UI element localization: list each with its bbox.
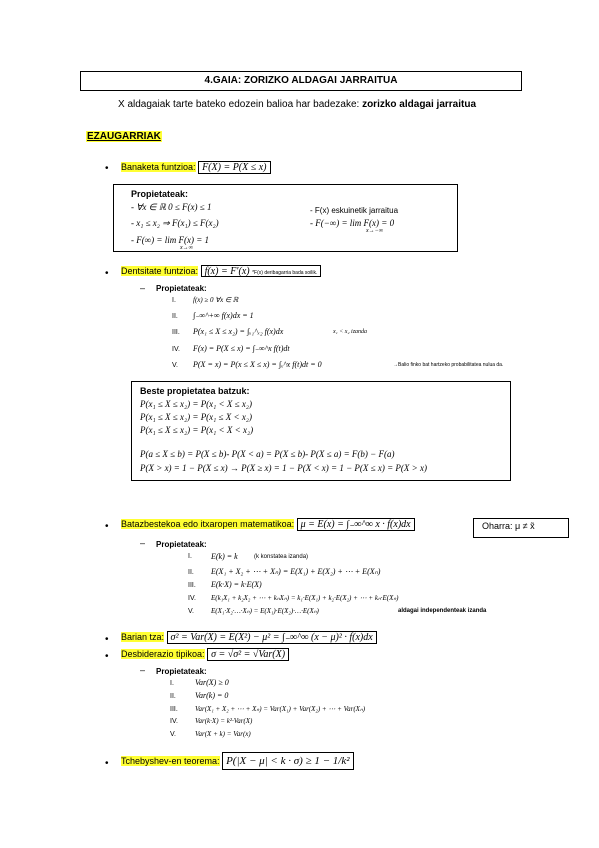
beste-prop-1: P(x₁ ≤ X ≤ x₂) = P(x₁ < X ≤ x₂) — [140, 399, 252, 409]
bullet-icon: • — [105, 163, 109, 174]
section-heading: EZAUGARRIAK — [87, 131, 161, 142]
desbideratzio-props-title: Propietateak: — [156, 667, 207, 676]
desbideratzio-line — [121, 649, 289, 660]
bullet-icon: • — [105, 268, 109, 279]
batazbestekoa-props-title: Propietateak: — [156, 540, 207, 549]
dash-icon: – — [140, 665, 146, 675]
banaketa-prop-1: - ∀x ∈ ℝ 0 ≤ F(x) ≤ 1 — [131, 202, 212, 212]
oharra-text: Oharra: μ ≠ x̃ — [482, 521, 535, 531]
batazbestekoa-prop-4: E(k₁X₁ + k₂X₂ + ⋯ + kₙXₙ) = k₁·E(X₁) + k₂·E(X₂) + ⋯ + kₙ·E(Xₙ) — [211, 594, 399, 602]
tchebyshev-line — [121, 755, 354, 767]
tchebyshev-label: Tchebyshev-en teorema: — [121, 756, 220, 766]
barian-formula: σ² = Var(X) = E(X²) − μ² = ∫₋∞^∞ (x − μ)² · f(x)dx — [167, 631, 377, 644]
dentsitate-prop-3: P(x₁ ≤ X ≤ x₂) = ∫ₓ₁^ₓ₂ f(x)dx — [193, 327, 284, 336]
barian-line — [121, 632, 377, 643]
banaketa-props-title: Propietateak: — [131, 189, 189, 199]
barian-label: Barian tza: — [121, 632, 165, 642]
banaketa-prop-4: - F(x) eskuinetik jarraitua — [310, 206, 399, 215]
batazbestekoa-label: Batazbestekoa edo itxaropen matematikoa: — [121, 519, 295, 529]
desbideratzio-prop-3: Var(X₁ + X₂ + ⋯ + Xₙ) = Var(X₁) + Var(X₂) + ⋯ + Var(Xₙ) — [195, 705, 366, 713]
roman-numeral: III. — [172, 329, 180, 336]
beste-prop-2: P(x₁ ≤ X ≤ x₂) = P(x₁ ≤ X < x₂) — [140, 412, 252, 422]
banaketa-line — [121, 162, 271, 173]
batazbestekoa-prop-1-note: (k konstatea izanda) — [254, 554, 309, 560]
roman-numeral: II. — [172, 313, 178, 320]
roman-numeral: II. — [170, 693, 176, 700]
desbideratzio-formula: σ = √σ² = √Var(X) — [207, 648, 289, 661]
roman-numeral: IV. — [188, 595, 196, 602]
dentsitate-formula-box — [201, 265, 322, 277]
dentsitate-prop-5: P(X = x) = P(x ≤ X ≤ x) = ∫ₓ^x f(t)dt = 0 — [193, 360, 322, 369]
banaketa-prop-5: - F(−∞) = lim F(x) = 0 — [310, 218, 395, 228]
desbideratzio-prop-5: Var(X + k) = Var(x) — [195, 730, 251, 738]
banaketa-prop-3-sub: x→∞ — [180, 245, 193, 251]
beste-prop-5: P(X > x) = 1 − P(X ≤ x) → P(X ≥ x) = 1 − P(X < x) = 1 − P(X ≤ x) = P(X > x) — [140, 463, 427, 473]
roman-numeral: III. — [188, 582, 196, 589]
batazbestekoa-line — [121, 519, 415, 530]
batazbestekoa-prop-2: E(X₁ + X₂ + ⋯ + Xₙ) = E(X₁) + E(X₂) + ⋯ + E(Xₙ) — [211, 567, 381, 576]
bullet-icon: • — [105, 758, 109, 769]
roman-numeral: V. — [188, 608, 194, 615]
roman-numeral: II. — [188, 569, 194, 576]
page-title: 4.GAIA: ZORIZKO ALDAGAI JARRAITUA — [80, 71, 522, 91]
batazbestekoa-prop-1: E(k) = k — [211, 552, 238, 561]
dentsitate-props-title: Propietateak: — [156, 284, 207, 293]
desbideratzio-prop-2: Var(k) = 0 — [195, 691, 229, 700]
roman-numeral: IV. — [172, 346, 180, 353]
intro-term: zorizko aldagai jarraitua — [362, 99, 477, 110]
roman-numeral: I. — [172, 297, 176, 304]
batazbestekoa-formula: μ = E(x) = ∫₋∞^∞ x · f(x)dx — [297, 518, 415, 531]
roman-numeral: I. — [188, 553, 192, 560]
batazbestekoa-prop-5: E(X₁·X₂·…·Xₙ) = E(X₁)·E(X₂)·…·E(Xₙ) — [211, 607, 319, 615]
tchebyshev-formula: P(|X − μ| < k · σ) ≥ 1 − 1/k² — [222, 752, 353, 770]
bullet-icon: • — [105, 521, 109, 532]
roman-numeral: III. — [170, 706, 178, 713]
batazbestekoa-prop-3: E(k·X) = k·E(X) — [211, 580, 262, 589]
intro-text: X aldagaiak tarte bateko edozein balioa har badezake: — [118, 99, 360, 110]
dentsitate-prop-4: F(x) = P(X ≤ x) = ∫₋∞^x f(t)dt — [193, 344, 290, 353]
beste-props-title: Beste propietatea batzuk: — [140, 386, 250, 396]
beste-prop-3: P(x₁ ≤ X ≤ x₂) = P(x₁ < X < x₂) — [140, 425, 254, 435]
dash-icon: – — [140, 538, 146, 548]
dentsitate-note: *F(x) deribagarria bada soilik. — [252, 270, 318, 276]
roman-numeral: V. — [170, 731, 176, 738]
dentsitate-prop-5-note: →Balio finko bat hartzeko probabilitatea nulua da. — [393, 362, 504, 368]
dentsitate-formula: f(x) = F′(x) — [204, 266, 250, 277]
banaketa-formula: F(X) = P(X ≤ x) — [198, 161, 270, 174]
desbideratzio-label: Desbiderazio tipikoa: — [121, 649, 205, 659]
dash-icon: – — [140, 283, 146, 293]
roman-numeral: IV. — [170, 718, 178, 725]
dentsitate-line — [121, 266, 321, 277]
beste-prop-4: P(a ≤ X ≤ b) = P(X ≤ b)- P(X < a) = P(X ≤ b)- P(X ≤ a) = F(b) − F(a) — [140, 449, 395, 459]
bullet-icon: • — [105, 651, 109, 662]
batazbestekoa-prop-5-note: aldagai independenteak izanda — [398, 608, 487, 614]
bullet-icon: • — [105, 634, 109, 645]
banaketa-prop-3: - F(∞) = lim F(x) = 1 — [131, 235, 210, 245]
banaketa-label: Banaketa funtzioa: — [121, 162, 196, 172]
banaketa-prop-2: - x₁ ≤ x₂ ⇒ F(x₁) ≤ F(x₂) — [131, 218, 219, 228]
desbideratzio-prop-4: Var(k·X) = k²·Var(X) — [195, 717, 253, 725]
roman-numeral: I. — [170, 680, 174, 687]
roman-numeral: V. — [172, 362, 178, 369]
desbideratzio-prop-1: Var(X) ≥ 0 — [195, 678, 229, 687]
dentsitate-prop-1: f(x) ≥ 0 ∀x ∈ ℝ — [193, 296, 239, 304]
dentsitate-prop-3-note: x₁ < x₂ izanda — [333, 329, 368, 335]
dentsitate-label: Dentsitate funtzioa: — [121, 266, 199, 276]
dentsitate-prop-2: ∫₋∞^+∞ f(x)dx = 1 — [193, 311, 254, 320]
banaketa-prop-5-sub: x→−∞ — [366, 228, 383, 234]
intro-line — [118, 99, 476, 110]
